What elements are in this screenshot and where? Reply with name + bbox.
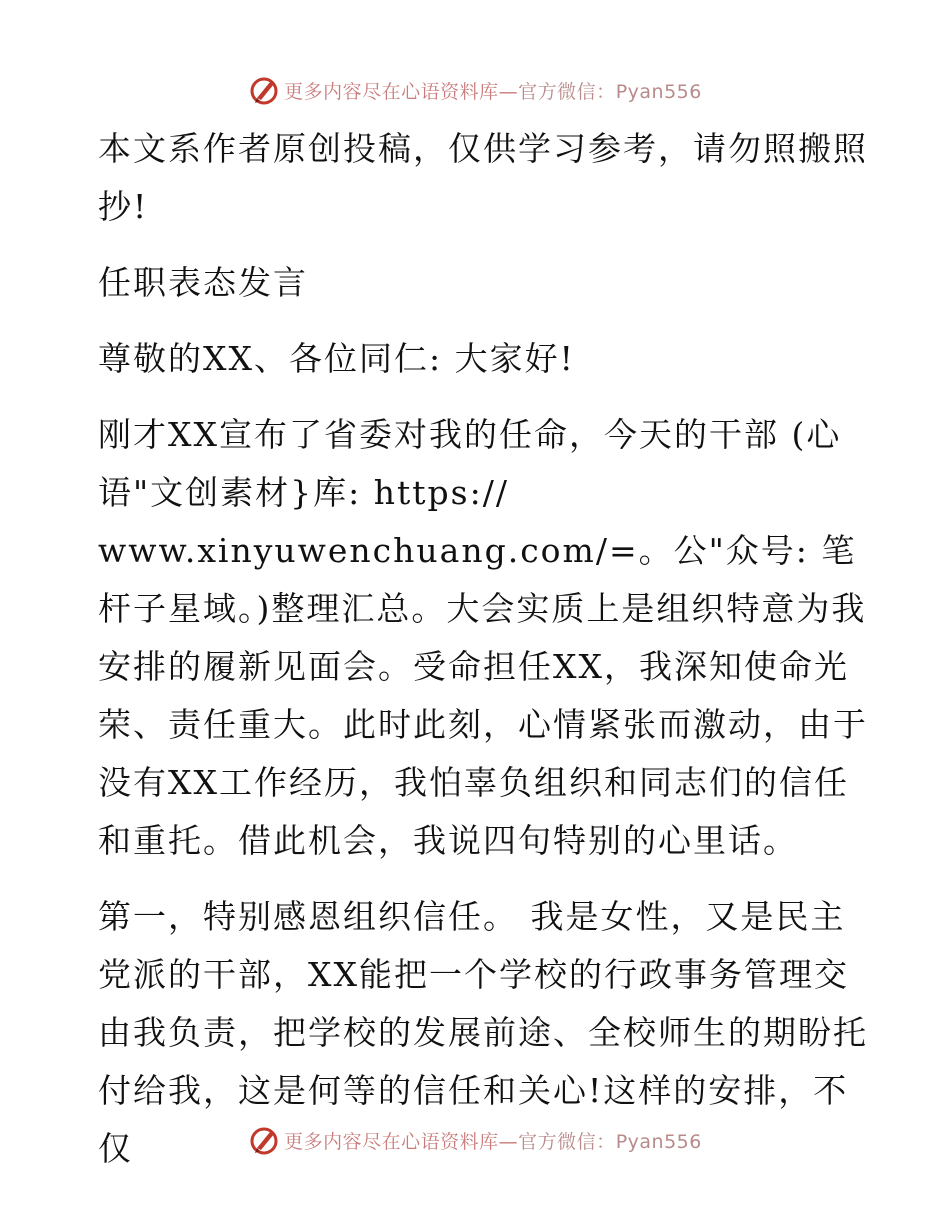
header-banner-separator: — — [498, 80, 519, 103]
header-wechat-label: 官方微信： — [518, 80, 616, 103]
copyright-notice: 本文系作者原创投稿，仅供学习参考，请勿照搬照抄! — [98, 129, 868, 226]
footer-banner — [0, 1120, 950, 1160]
footer-wechat-id: Pyan556 — [615, 1130, 702, 1153]
document-title: 任职表态发言 — [98, 263, 308, 302]
header-banner-text — [284, 77, 702, 104]
paragraph-2: 第一，特别感恩组织信任。 我是女性，又是民主党派的干部，XX能把一个学校的行政事务管理交由我负责，把学校的发展前途、全校师生的期盼托付给我，这是何等的信任和关心!这样的安排，不仅 — [98, 897, 868, 1168]
paragraph-1-start: 刚才XX宣布了省委对我的任命，今天的干部 (心语"文创素材}库: https:// — [98, 415, 842, 512]
footer-banner-text — [284, 1127, 702, 1154]
greeting: 尊敬的XX、各位同仁: 大家好! — [98, 339, 575, 378]
paragraph-1-rest: www.xinyuwenchuang.com/=。公"众号: 笔杆子星域。)整理汇总。大会实质上是组织特意为我安排的履新见面会。受命担任XX，我深知使命光荣、责任重大。此时此刻，心情紧张而激动，由于没有XX工作经历，我怕辜负组织和同志们的信任和重托。借此机会，我说四句特别的心里话。 — [98, 531, 868, 860]
pen-logo-icon — [248, 74, 280, 106]
header-banner-slogan: 更多内容尽在心语资料库 — [284, 80, 499, 103]
header-banner — [0, 70, 950, 110]
paragraph-1 — [98, 406, 868, 870]
pen-logo-icon — [248, 1124, 280, 1156]
header-wechat-id: Pyan556 — [615, 80, 702, 103]
footer-banner-slogan: 更多内容尽在心语资料库 — [284, 1130, 499, 1153]
footer-banner-separator: — — [498, 1130, 519, 1153]
footer-wechat-label: 官方微信： — [518, 1130, 616, 1153]
document-body — [98, 120, 868, 1178]
